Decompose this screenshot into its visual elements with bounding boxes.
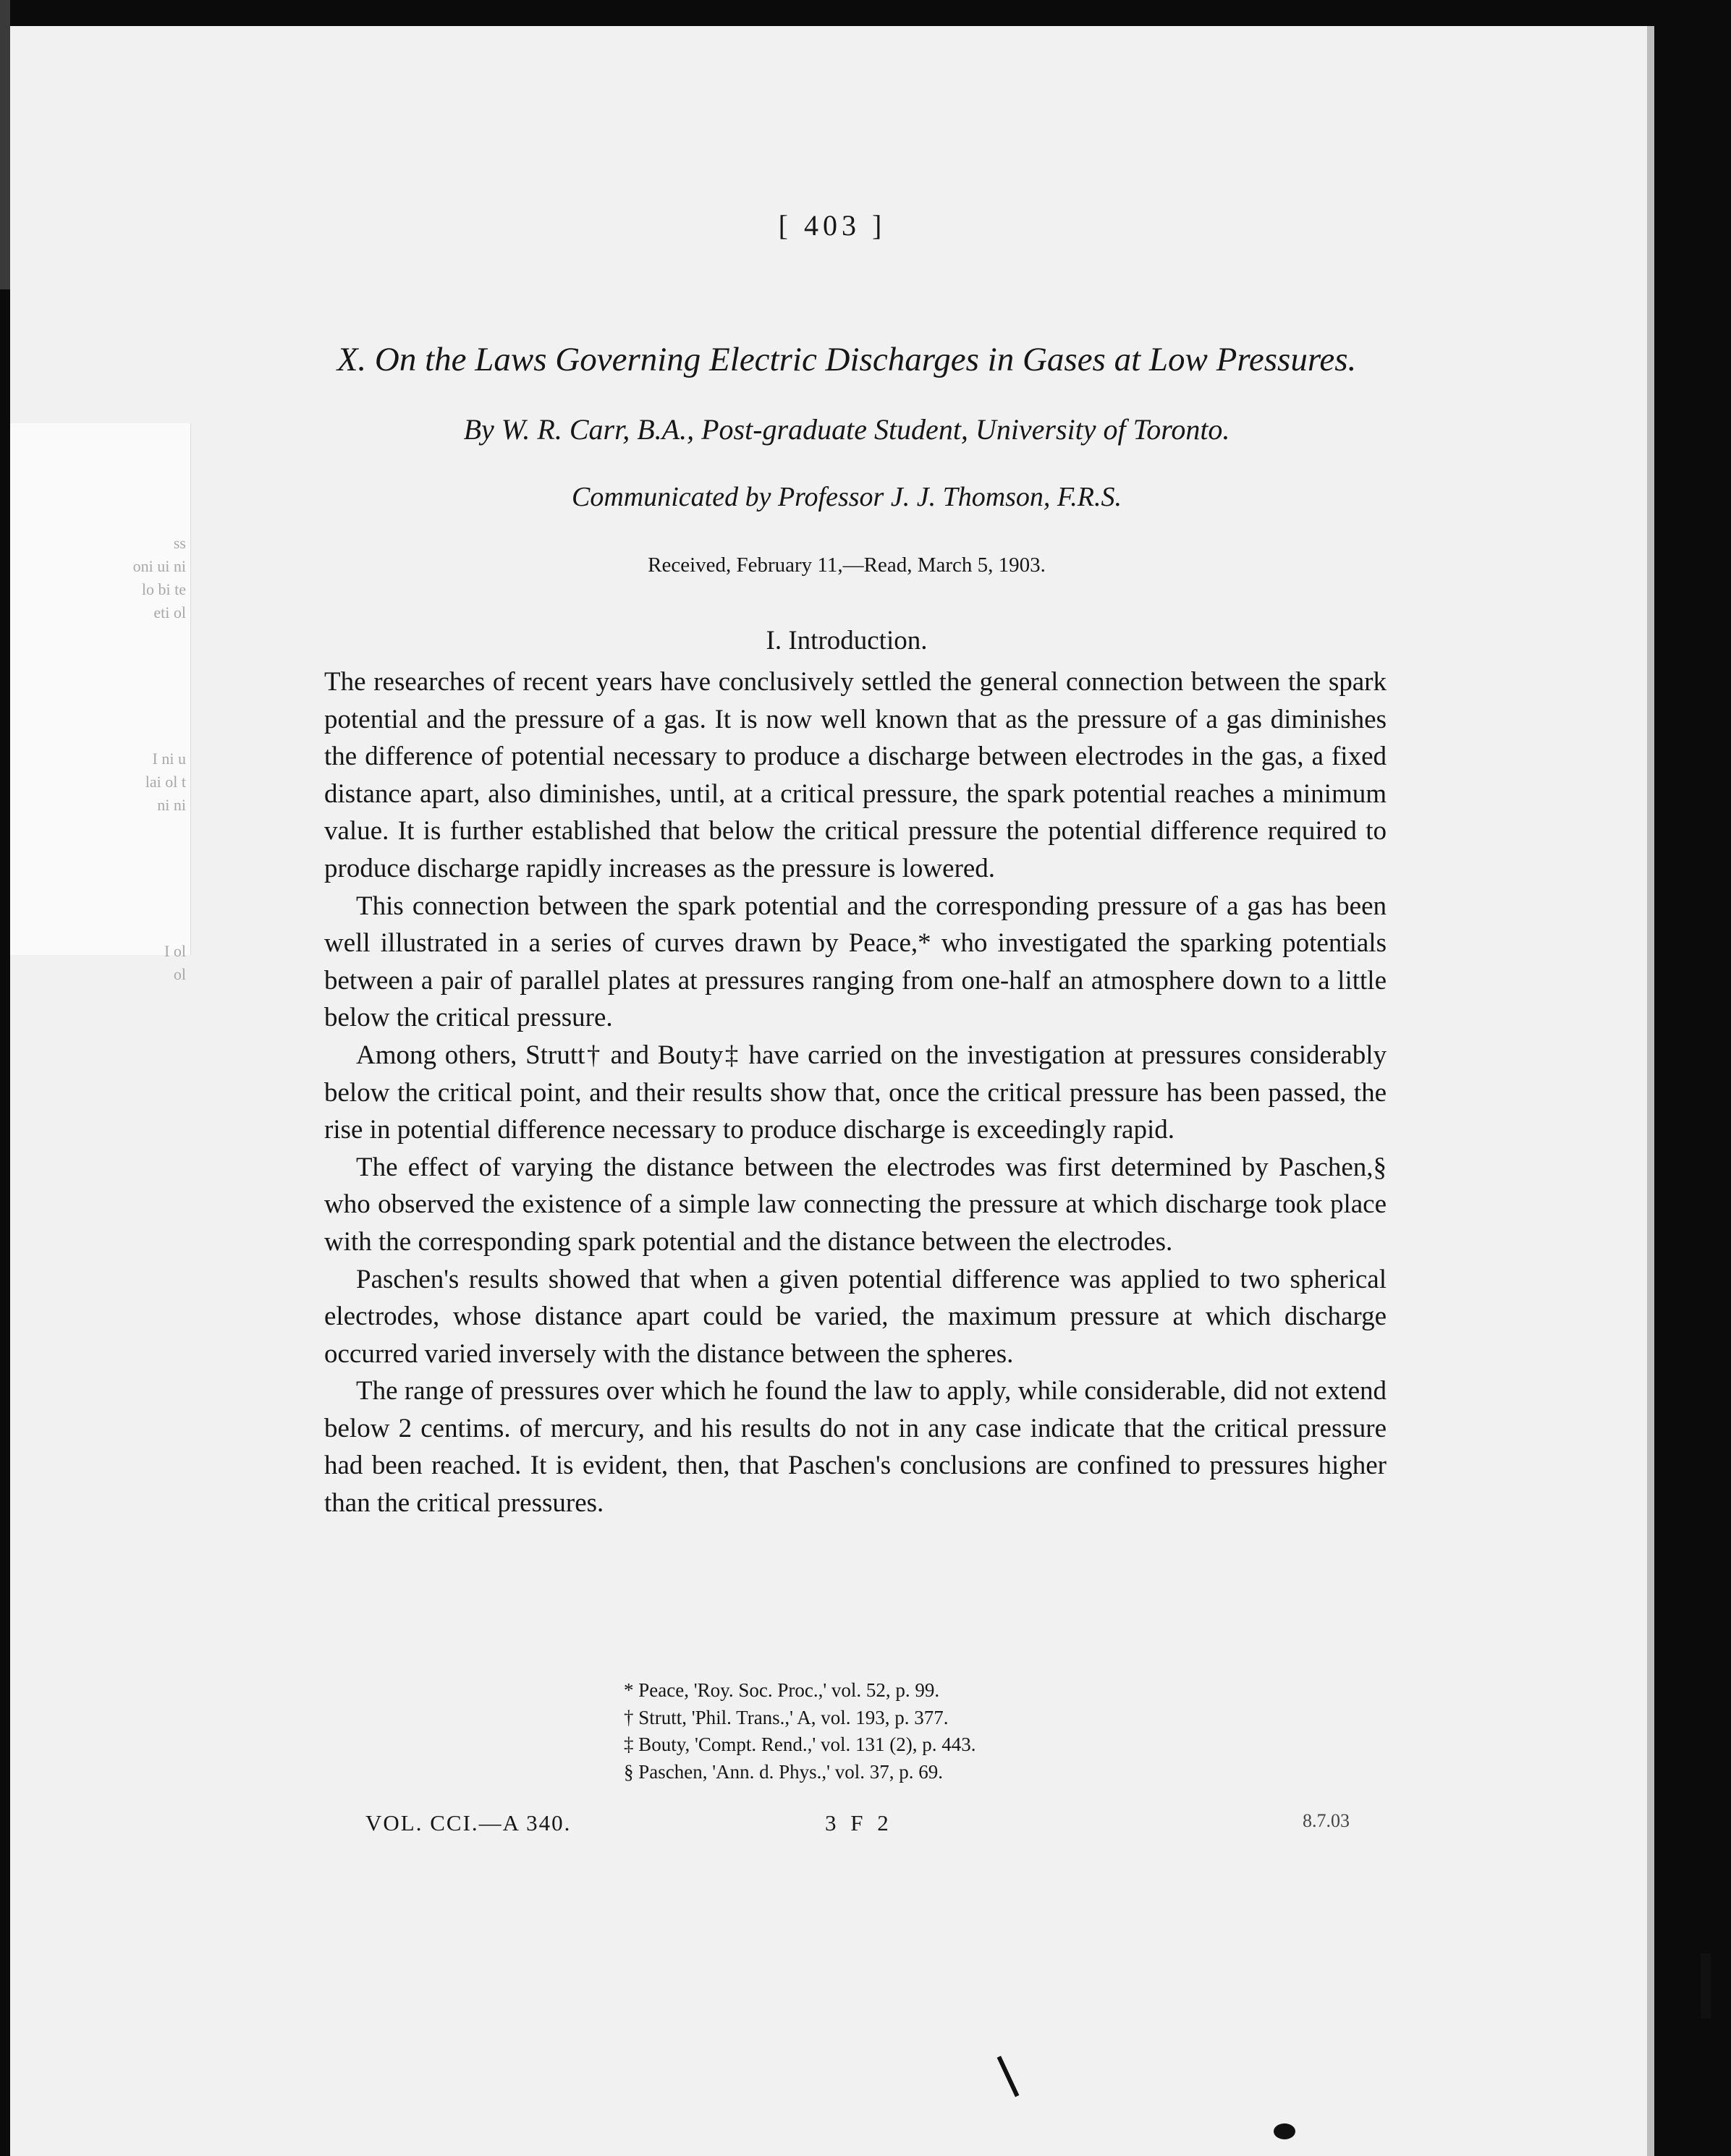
received-date: Received, February 11,—Read, March 5, 1903. [648,553,1046,577]
facing-page-edge [0,0,10,289]
footnotes [624,1677,1275,1786]
paragraph-6: The range of pressures over which he found the law to apply, while considerable, did not extend below 2 centims. of mercury, and his results do not in any case indicate that the critical pressure had been reached. It is evident, then, that Paschen's conclusions are confined to pressures higher than the critical pressures. [324,1376,1387,1519]
volume-footer: VOL. CCI.—A 340. [365,1810,572,1835]
facing-page-bleed: ss oni ui ni lo bi te eti ol I ni u lai ol t ni ni I ol ol [10,423,191,955]
paper-title: X. On the Laws Governing Electric Discharges in Gases at Low Pressures. [337,341,1357,378]
scan-speck [1701,1953,1711,2019]
page-number: [ 403 ] [778,209,886,242]
paragraph-3: Among others, Strutt† and Bouty‡ have carried on the investigation at pressures considerably below the critical point, and their results show that, once the critical pressure has been passed, the rise in potential difference necessary to produce discharge is exceedingly rapid. [324,1040,1387,1145]
paragraph-1: The researches of recent years have conclusively settled the general connection between the spark potential and the pressure of a gas. It is now well known that as the pressure of a gas diminishes the difference of potential necessary to produce a discharge between electrodes in the gas, a fixed distance apart, also diminishes, until, at a critical pressure, the spark potential reaches a minimum value. It is further established that below the critical pressure the potential difference required to produce discharge rapidly increases as the pressure is lowered. [324,667,1387,883]
section-heading: I. Introduction. [766,626,928,655]
footnote: * Peace, 'Roy. Soc. Proc.,' vol. 52, p. 99. [624,1679,940,1701]
signature-mark: 3 F 2 [825,1810,893,1835]
paragraph-4: The effect of varying the distance between the electrodes was first determined by Paschen,§ who observed the existence of a simple law connecting the pressure at which discharge took place with the corresponding spark potential and the distance between the electrodes. [324,1152,1387,1257]
footnote: § Paschen, 'Ann. d. Phys.,' vol. 37, p. 69. [624,1760,943,1783]
paragraph-2: This connection between the spark potential and the corresponding pressure of a gas has been well illustrated in a series of curves drawn by Peace,* who investigated the sparking potentials between a pair of parallel plates at pressures ranging from one-half an atmosphere down to a little below the critical pressure. [324,891,1387,1033]
scan-speck [1274,2123,1295,2139]
paragraph-5: Paschen's results showed that when a given potential difference was applied to two spherical electrodes, whose distance apart could be varied, the maximum pressure at which discharge occurred varied inversely with the distance between the spheres. [324,1264,1387,1369]
print-date: 8.7.03 [1303,1810,1350,1831]
author-line: By W. R. Carr, B.A., Post-graduate Student, University of Toronto. [463,413,1230,446]
page-edge-shadow [1647,26,1654,2156]
body-text [324,663,1387,1522]
footnote: † Strutt, 'Phil. Trans.,' A, vol. 193, p. 377. [624,1706,949,1728]
footnote: ‡ Bouty, 'Compt. Rend.,' vol. 131 (2), p. 443. [624,1733,976,1755]
communicated-line: Communicated by Professor J. J. Thomson, F.R.S. [572,482,1122,512]
